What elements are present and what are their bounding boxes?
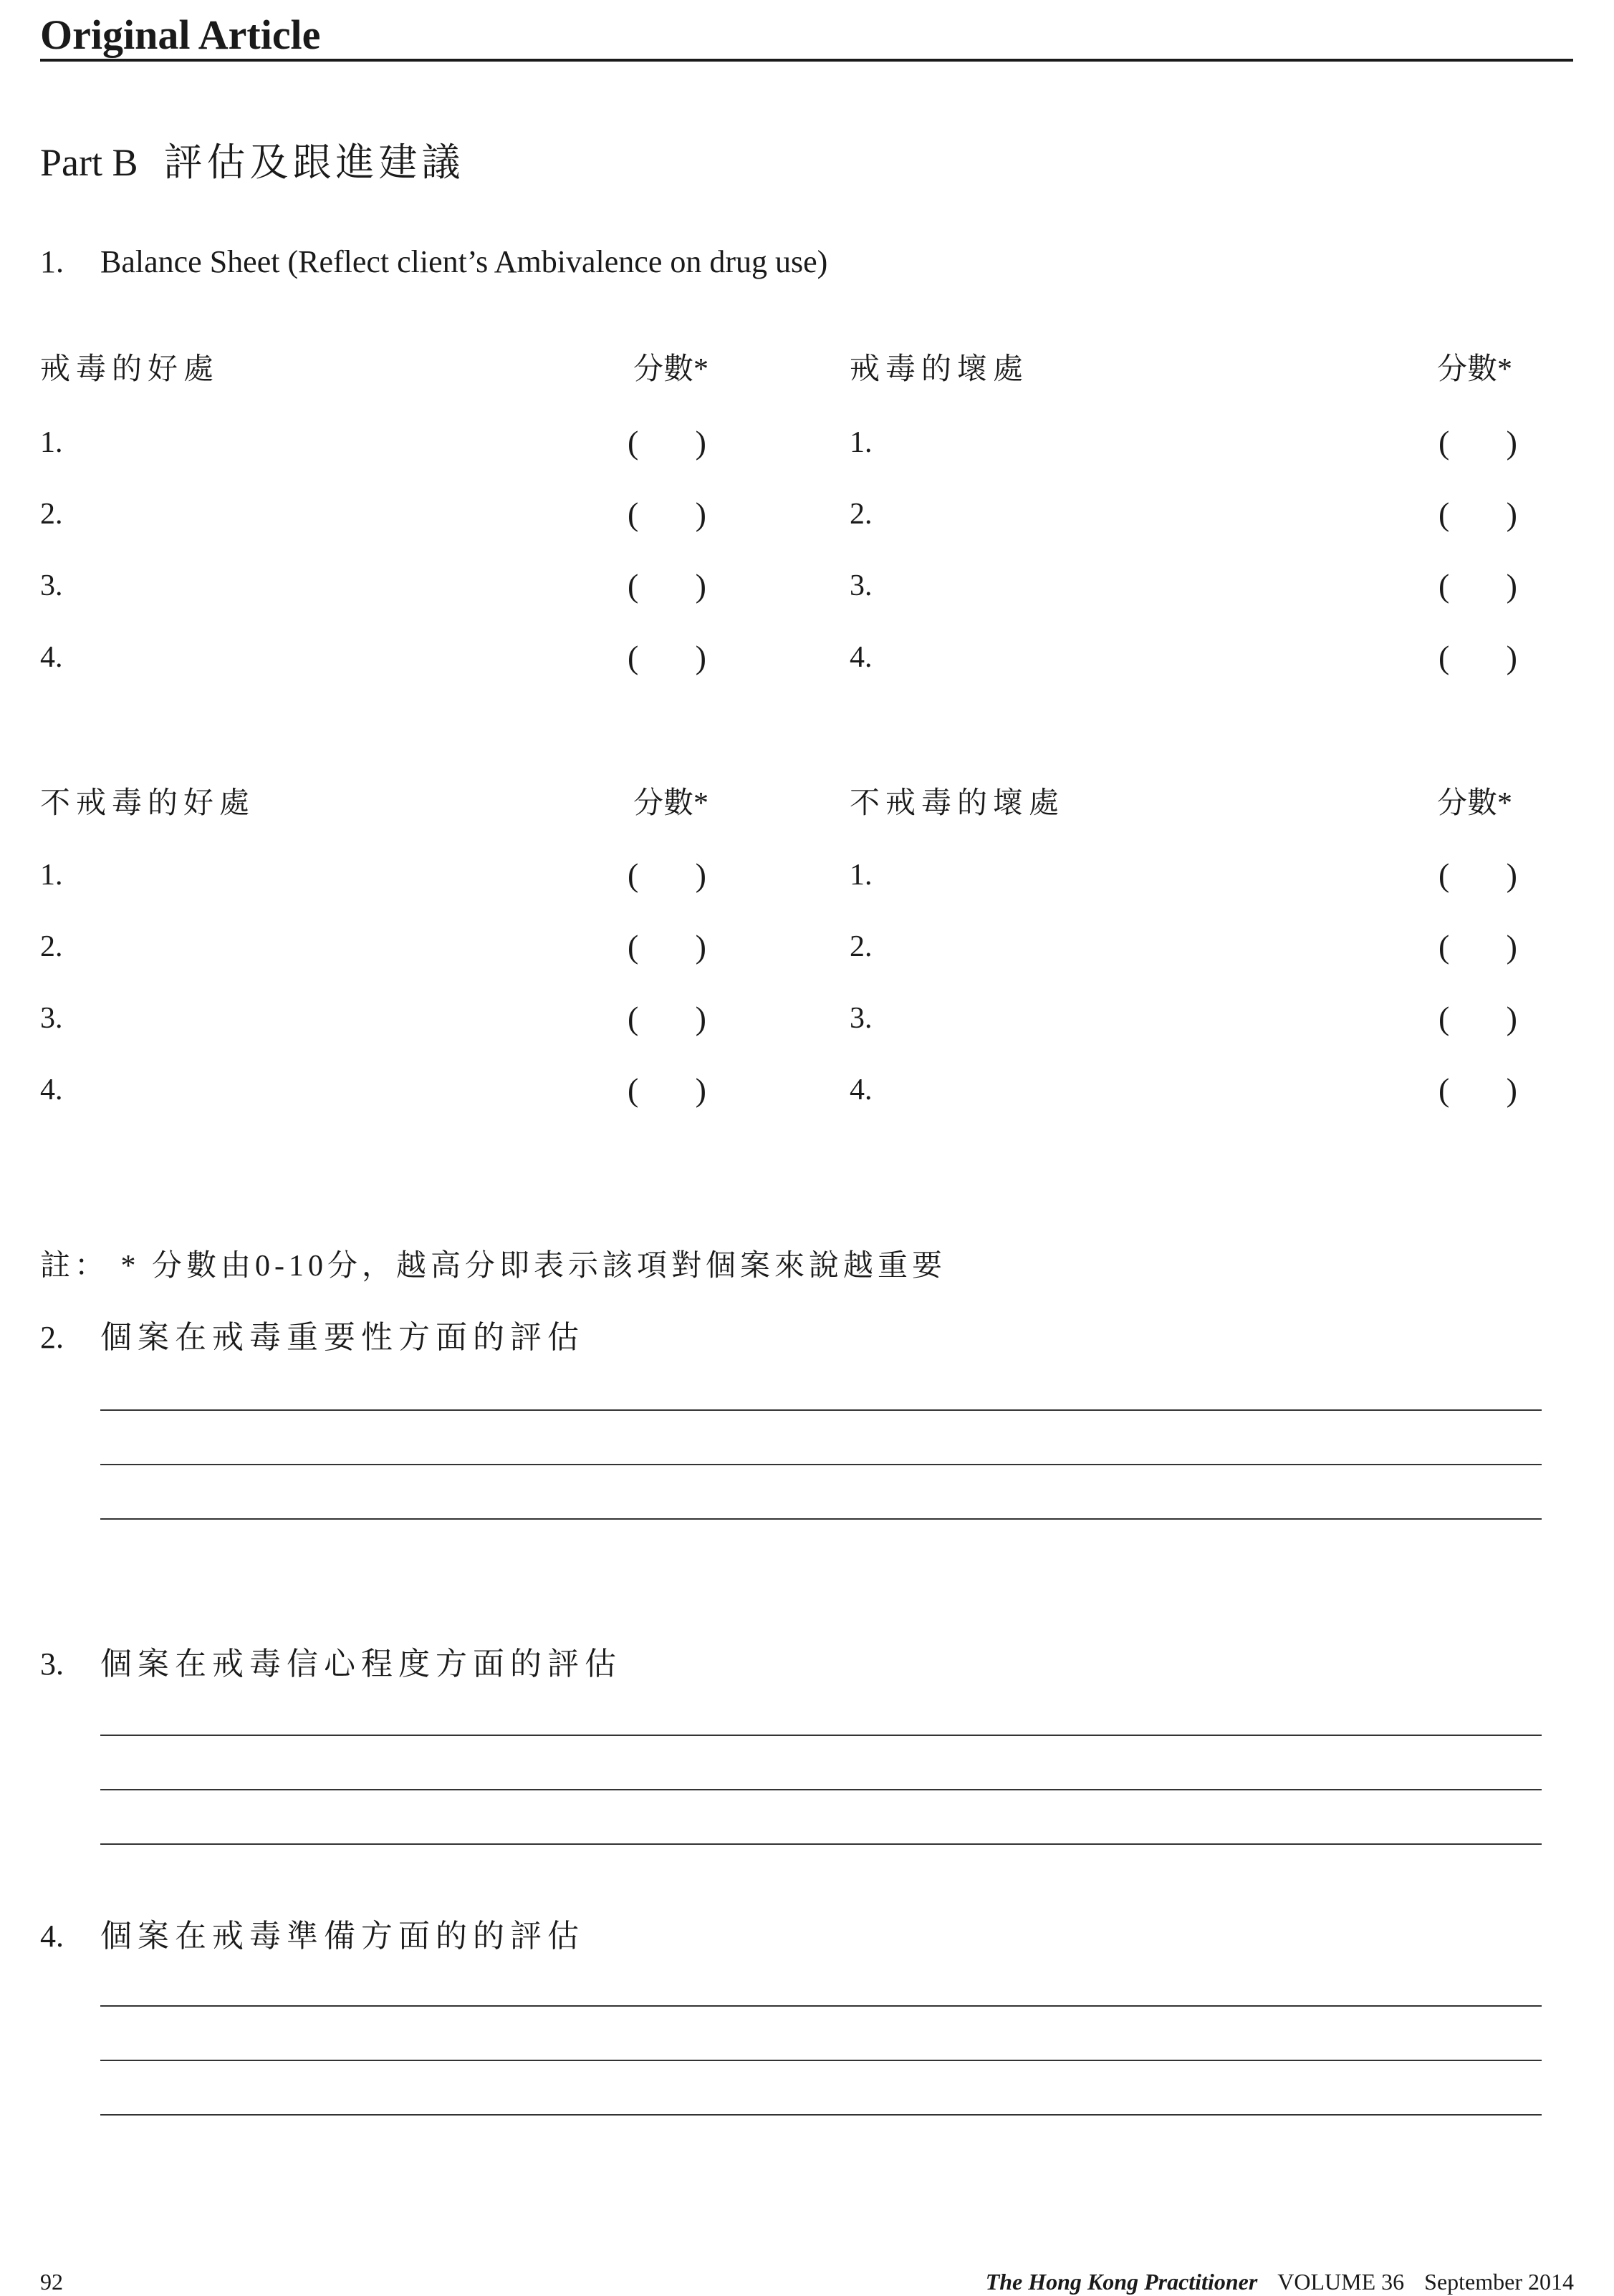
list-item-number: 3. — [40, 569, 63, 602]
part-label: Part B — [40, 141, 138, 184]
list-item-number: 4. — [40, 1074, 63, 1106]
score-blank[interactable] — [1438, 927, 1517, 967]
section-number: 3. — [40, 1646, 64, 1682]
paren-open: ( — [628, 424, 639, 460]
paren-close: ) — [1506, 857, 1517, 893]
score-label: 分數* — [1437, 353, 1513, 386]
column-heading-right: 戒毒的壞處 — [850, 353, 1029, 386]
paren-open: ( — [1438, 567, 1450, 604]
paren-open: ( — [1438, 1071, 1450, 1108]
paren-open: ( — [1438, 496, 1450, 532]
section-number: 2. — [40, 1320, 64, 1355]
paren-open: ( — [1438, 1000, 1450, 1036]
paren-open: ( — [628, 857, 639, 893]
journal-date: September 2014 — [1424, 2269, 1574, 2295]
list-item-number: 3. — [850, 569, 873, 602]
score-blank[interactable] — [628, 423, 706, 463]
score-blank[interactable] — [628, 637, 706, 677]
answer-line[interactable] — [100, 2060, 1542, 2061]
page-number: 92 — [40, 2269, 63, 2295]
score-label: 分數* — [633, 353, 709, 386]
answer-line[interactable] — [100, 1464, 1542, 1465]
score-blank[interactable] — [628, 998, 706, 1038]
paren-close: ) — [1506, 639, 1517, 675]
section-1-heading — [40, 242, 827, 282]
section-number: 4. — [40, 1919, 64, 1954]
list-item-number: 4. — [850, 1074, 873, 1106]
paren-open: ( — [628, 928, 639, 965]
journal-volume: VOLUME 36 — [1277, 2269, 1405, 2295]
list-item-number: 2. — [40, 498, 63, 531]
list-item-number: 1. — [850, 426, 873, 459]
paren-close: ) — [695, 1000, 706, 1036]
score-blank[interactable] — [1438, 1070, 1517, 1110]
section-2-heading — [40, 1318, 585, 1358]
section-title: Balance Sheet (Reflect client’s Ambivalence on drug use) — [100, 244, 828, 279]
answer-line[interactable] — [100, 1843, 1542, 1845]
answer-line[interactable] — [100, 2005, 1542, 2007]
score-blank[interactable] — [628, 566, 706, 606]
score-blank[interactable] — [1438, 566, 1517, 606]
paren-open: ( — [628, 1000, 639, 1036]
score-note: 註： * 分數由0-10分，越高分即表示該項對個案來說越重要 — [40, 1250, 946, 1283]
column-heading-right: 不戒毒的壞處 — [850, 787, 1065, 820]
answer-line[interactable] — [100, 1735, 1542, 1736]
paren-close: ) — [1506, 928, 1517, 965]
list-item-number: 4. — [850, 641, 873, 674]
part-title-cjk: 評估及跟進建議 — [163, 141, 465, 184]
column-heading-left: 不戒毒的好處 — [40, 787, 256, 820]
column-heading-left: 戒毒的好處 — [40, 353, 220, 386]
list-item-number: 4. — [40, 641, 63, 674]
list-item-number: 3. — [40, 1002, 63, 1035]
score-blank[interactable] — [1438, 998, 1517, 1038]
journal-name: The Hong Kong Practitioner — [985, 2269, 1258, 2295]
list-item-number: 2. — [850, 498, 873, 531]
section-title: 個案在戒毒信心程度方面的評估 — [100, 1646, 622, 1682]
list-item-number: 2. — [850, 930, 873, 963]
paren-open: ( — [1438, 424, 1450, 460]
paren-open: ( — [628, 1071, 639, 1108]
paren-close: ) — [1506, 1071, 1517, 1108]
section-title: 個案在戒毒準備方面的的評估 — [100, 1919, 585, 1954]
section-number: 1. — [40, 244, 64, 279]
paren-close: ) — [695, 1071, 706, 1108]
score-blank[interactable] — [1438, 637, 1517, 677]
paren-open: ( — [628, 567, 639, 604]
score-blank[interactable] — [1438, 423, 1517, 463]
score-blank[interactable] — [628, 855, 706, 895]
paren-open: ( — [628, 639, 639, 675]
paren-close: ) — [695, 928, 706, 965]
answer-line[interactable] — [100, 1518, 1542, 1520]
list-item-number: 3. — [850, 1002, 873, 1035]
paren-close: ) — [695, 496, 706, 532]
list-item-number: 1. — [40, 859, 63, 892]
journal-footer — [986, 2267, 1574, 2296]
paren-open: ( — [628, 496, 639, 532]
article-type-heading: Original Article — [40, 11, 321, 58]
paren-close: ) — [1506, 1000, 1517, 1036]
score-blank[interactable] — [1438, 494, 1517, 534]
section-4-heading — [40, 1916, 585, 1957]
score-label: 分數* — [633, 787, 709, 820]
answer-line[interactable] — [100, 2114, 1542, 2116]
paren-close: ) — [1506, 424, 1517, 460]
paren-open: ( — [1438, 857, 1450, 893]
score-label: 分數* — [1437, 787, 1513, 820]
paren-close: ) — [695, 424, 706, 460]
part-title — [40, 138, 465, 188]
answer-line[interactable] — [100, 1409, 1542, 1411]
paren-close: ) — [695, 567, 706, 604]
paren-close: ) — [695, 857, 706, 893]
paren-close: ) — [695, 639, 706, 675]
answer-line[interactable] — [100, 1789, 1542, 1790]
paren-close: ) — [1506, 567, 1517, 604]
section-title: 個案在戒毒重要性方面的評估 — [100, 1320, 585, 1355]
score-blank[interactable] — [628, 927, 706, 967]
paren-open: ( — [1438, 928, 1450, 965]
paren-close: ) — [1506, 496, 1517, 532]
list-item-number: 2. — [40, 930, 63, 963]
list-item-number: 1. — [850, 859, 873, 892]
paren-open: ( — [1438, 639, 1450, 675]
section-3-heading — [40, 1644, 622, 1684]
score-blank[interactable] — [1438, 855, 1517, 895]
score-blank[interactable] — [628, 494, 706, 534]
header-divider — [40, 59, 1573, 62]
score-blank[interactable] — [628, 1070, 706, 1110]
list-item-number: 1. — [40, 426, 63, 459]
